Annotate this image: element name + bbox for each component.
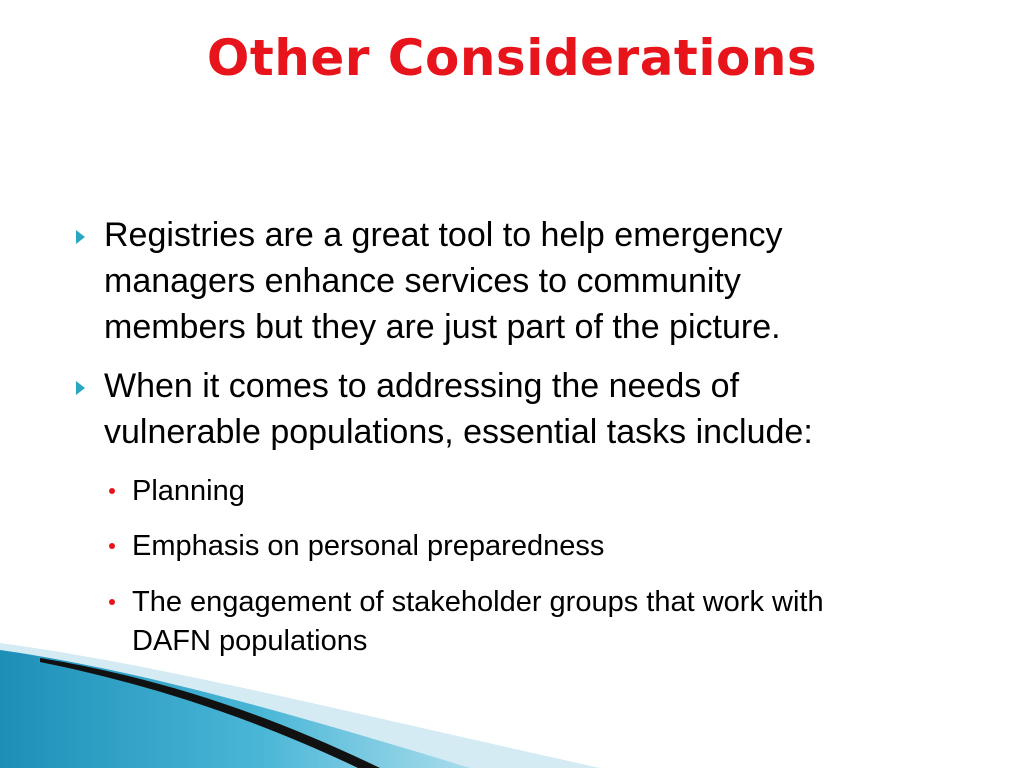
triangle-arrow-icon <box>76 230 85 244</box>
bullet-line: When it comes to addressing the needs of <box>104 367 740 405</box>
slide-title: Other Considerations <box>206 29 818 87</box>
bullet-line: Registries are a great tool to help emergency <box>104 216 783 254</box>
bullet-line: vulnerable populations, essential tasks include: <box>104 413 813 451</box>
red-dot-icon <box>109 543 115 549</box>
bullet-line: managers enhance services to community <box>104 262 741 300</box>
wave-decoration <box>0 638 600 768</box>
sub-bullet-line: DAFN populations <box>132 625 368 657</box>
red-dot-icon <box>109 599 115 605</box>
triangle-arrow-icon <box>76 381 85 395</box>
sub-bullet-line: Emphasis on personal preparedness <box>132 530 605 562</box>
red-dot-icon <box>109 488 115 494</box>
bullet-line: members but they are just part of the picture. <box>104 308 781 346</box>
sub-bullet-line: Planning <box>132 475 245 507</box>
sub-bullet-line: The engagement of stakeholder groups that work with <box>132 586 824 618</box>
